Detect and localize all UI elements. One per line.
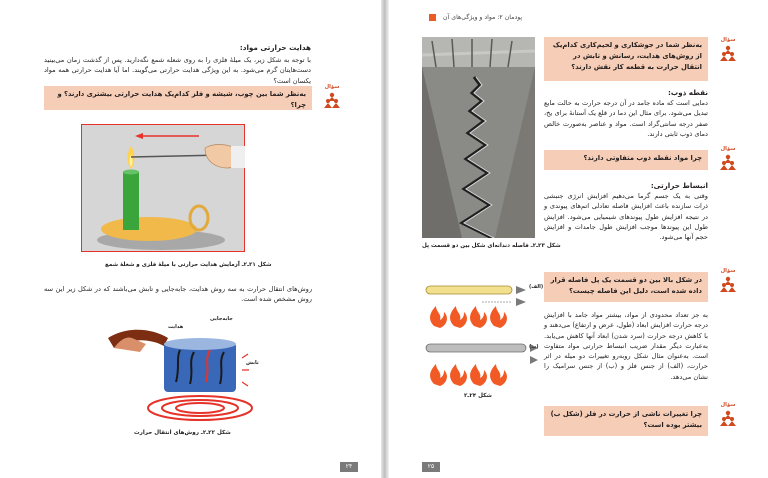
fig2-label-convection: جابه‌جایی (210, 316, 233, 322)
question-people-icon (324, 92, 340, 108)
question-tag-3 (712, 146, 744, 176)
thermal-expansion-text: وقتی به یک جسم گرما می‌دهیم افزایش انرژی جنبشی ذرات سازنده باعث افزایش فاصله تعادلی اتم‌های پیوندی و در نتیجه افزایش طول پیوندهای شیمیایی می‌شود. افزایش طول این پیوندها موجب افزایش طول جامدات و افزایش حجم آنها می‌شود. (544, 192, 708, 242)
fig2-label-conduction: هدایت (168, 324, 184, 330)
right-page (389, 0, 768, 478)
fig24-label-b: (ب) (529, 344, 539, 350)
melting-point-heading: نقطه ذوب: (668, 88, 708, 97)
fig2-label-radiation: تابش (246, 360, 259, 366)
figure-2-caption: شکل ۲۲ـ۲ـ روش‌های انتقال حرارت (134, 430, 231, 436)
question-4-text: در شکل بالا بین دو قسمت یک پل فاصله قرار داده شده است، دلیل این فاصله چیست؟ (550, 276, 702, 295)
expansion-detail-text: به جز تعداد محدودی از مواد، بیشتر مواد جامد با افزایش درجه حرارت افزایش ابعاد (طول، عرض و ارتفاع) می‌دهند و با کاهش درجه حرارت (سرد شدن) ابعاد آنها کاهش می‌یابد. به‌عبارت دیگر مقدار ضریب انبساط حرارتی مواد متفاوت است. به‌عنوان مثال شکل روبه‌رو تغییرات دو میله در اثر حرارت، (الف) از جنس فلز و (ب) از جنس سرامیک را نشان می‌دهد. (544, 311, 708, 381)
candle-conduction-figure (81, 124, 245, 252)
question-box-3 (544, 150, 708, 170)
question-tag-label: سؤال (720, 37, 736, 43)
question-tag-label: سؤال (324, 84, 340, 90)
question-3-text: چرا مواد نقطه ذوب متفاوتی دارند؟ (583, 154, 702, 162)
conduction-intro: با توجه به شکل زیر، یک میلهٔ فلزی را به روی شعله شمع نگه‌دارید. پس از گذشت زمان می‌بینید دست‌هایتان گرم می‌شود. به این ویژگی هدایت حرارتی می‌گویند. اما آیا هدایت حرارتی همه مواد یکسان است؟ (44, 56, 311, 85)
question-people-icon (720, 276, 736, 292)
question-box-2 (544, 37, 708, 81)
question-tag-label: سؤال (720, 146, 736, 152)
question-box-5 (544, 406, 708, 436)
photo-caption: شکل ۲۳ـ۲ـ فاصله دندانه‌ای شکل بین دو قسمت پل (422, 243, 561, 249)
question-tag-label: سؤال (720, 402, 736, 408)
figure-24-caption: شکل ۲۴ـ۲ (464, 393, 492, 399)
book-gutter (381, 0, 389, 478)
question-tag-4 (712, 268, 744, 298)
question-1-text: به‌نظر شما بین چوب، شیشه و فلز کدام‌یک هدایت حرارتی بیشتری دارند؟ و چرا؟ (57, 90, 306, 109)
running-head: پودمان ۲: مواد و ویژگی‌های آن (443, 14, 523, 21)
running-head-marker (429, 14, 436, 21)
fig24-label-a: (الف) (529, 284, 544, 290)
heat-transfer-methods-figure (106, 318, 256, 424)
question-2-text: به‌نظر شما در جوشکاری و لحیم‌کاری کدام‌یک از روش‌های هدایت، رسانش و تابش در انتقال حرارت به قطعه کار نقش دارند؟ (552, 41, 702, 71)
question-people-icon (720, 154, 736, 170)
page-number-left: ۲۴ (340, 462, 358, 472)
question-people-icon (720, 410, 736, 426)
question-tag-1 (316, 84, 348, 114)
question-people-icon (720, 45, 736, 61)
question-tag-5 (712, 402, 744, 432)
question-5-text: چرا تغییرات ناشی از حرارت در فلز (شکل ب) بیشتر بوده است؟ (550, 410, 702, 429)
question-box-4 (544, 272, 708, 302)
figure-1-caption: شکل ۲۱ـ۲ـ آزمایش هدایت حرارتی با میلهٔ فلزی و شعلهٔ شمع (105, 262, 272, 268)
heat-transfer-paragraph: روش‌های انتقال حرارت به سه روش هدایت، جابه‌جایی و تابش می‌باشند که در شکل زیر این سه روش مشخص شده است. (44, 285, 312, 304)
thermal-expansion-heading: انبساط حرارتی: (650, 181, 708, 190)
question-box-1 (44, 86, 312, 110)
conduction-heading: هدایت حرارتی مواد: (239, 43, 311, 52)
melting-point-text: دمایی است که ماده جامد در آن درجه حرارت به حالت مایع تبدیل می‌شود. برای مثال این دما در قلع یک آستانهٔ برای یخ، صفر درجه سانتی‌گراد است. مواد و عناصر به‌صورت خالص دمای ذوب ثابتی دارند. (544, 99, 708, 138)
bridge-expansion-joint-photo (422, 37, 535, 238)
question-tag-label: سؤال (720, 268, 736, 274)
question-tag-2 (712, 37, 744, 67)
page-number-right: ۲۵ (422, 462, 440, 472)
rod-expansion-figure (422, 282, 540, 388)
left-page (0, 0, 381, 478)
